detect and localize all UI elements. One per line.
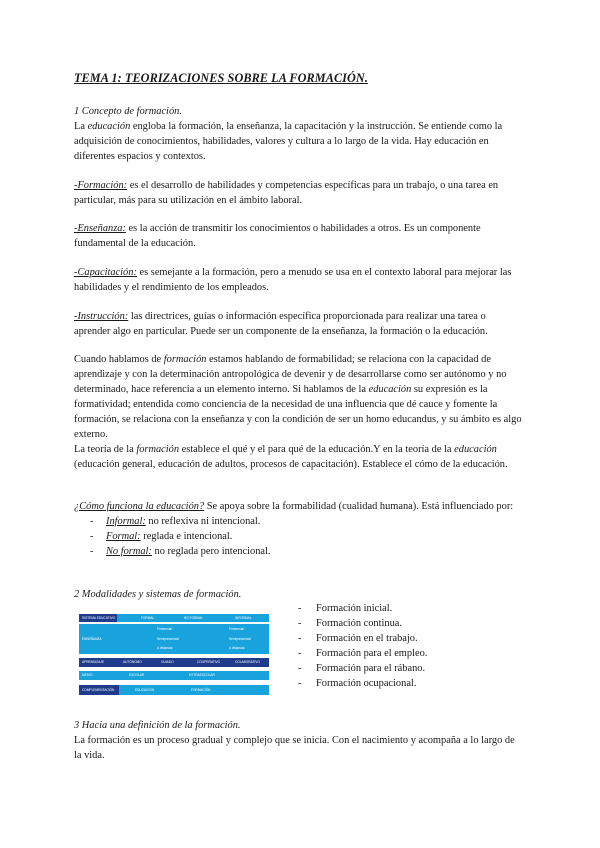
definition-term: -Capacitación: [74,267,137,278]
list-item: - Informal: no reflexiva ni intencional. [74,514,524,529]
definition-term: -Formación: [74,180,128,191]
section-1-heading: 1 Concepto de formación. [74,106,182,117]
teoria-paragraph: La teoría de la formación establece el qué y el para qué de la educación.Y en la teoría de la educación (educación general, educación de adultos, procesos de capacitación). Establece el cómo de la educación. [74,444,508,470]
list-item: - Formación inicial. [298,601,518,616]
definition-formacion: -Formación: es el desarrollo de habilidades y competencias específicas para un trabajo, o una tarea en particular, más para su utilización en el ámbito laboral. [74,180,499,206]
section-3-text: La formación es un proceso gradual y complejo que se inicia. Con el nacimiento y acompaña a lo largo de la vida. [74,735,515,761]
question-block: ¿Cómo funciona la educación? Se apoya sobre la formabilidad (cualidad humana). Está influenciado por: - Informal: no reflexiva ni intencional. - Formal: reglada e intencional. - No formal: no reglada pero intencional. [74,499,524,559]
table-row: Presencial Presencial ENSEÑANZA Semipresencial Semipresencial A distancia A distancia [79,624,269,654]
table-row: MEDIO ESCOLAR EXTRAESCOLAR [79,671,269,680]
section-2-heading: 2 Modalidades y sistemas de formación. [74,589,242,600]
section-3-heading: 3 Hacia una definición de la formación. [74,720,241,731]
list-item: - Formación en el trabajo. [298,631,518,646]
table-row: APRENDIZAJE AUTÓNOMO GUIADO COOPERATIVO COLABORATIVO [79,658,269,667]
definition-term: -Enseñanza: [74,223,126,234]
table-row: SISTEMA EDUCATIVO FORMAL NO FORMAL INFORMAL [79,614,269,622]
list-item: - No formal: no reglada pero intencional. [74,544,524,559]
section-1 [74,104,524,164]
list-item: - Formación continua. [298,616,518,631]
formabilidad-paragraph: Cuando hablamos de formación estamos hablando de formabilidad; se relaciona con la capacidad de aprendizaje y con la determinación antropológica de devenir y de desarrollarse como ser autónomo y no determinado, hace referencia a un elemento interno. Si hablamos de la educación su expresión es la formatividad; entendida como conciencia de la necesidad de una influencia que dé cauce y fomente la formación, se relaciona con la enseñanza y con la condición de ser un homo educandus, y su ámbito es algo externo. La teoría de la formación establece el qué y el para qué de la educación.Y en la teoría de la educación (educación general, educación de adultos, procesos de capacitación). Establece el cómo de la educación. [74,352,524,472]
list-item: - Formación ocupacional. [298,676,518,691]
question-text: ¿Cómo funciona la educación? [74,501,205,512]
influence-list [74,514,524,559]
table-row: COMPLEMENTACIÓN EDUCACIÓN FORMACIÓN [79,685,269,695]
intro-paragraph: La educación engloba la formación, la enseñanza, la capacitación y la instrucción. Se entiende como la adquisición de conocimientos, habilidades, valores y cultura a lo largo de la vida. Hay educación en diferentes espacios y contextos. [74,121,503,162]
modalidades-list [298,601,518,691]
definition-instruccion: -Instrucción: las directrices, guías o información específica proporcionada para realizar una tarea o aprender algo en particular. Puede ser un componente de la enseñanza, la formación o la educación. [74,311,488,337]
section-2-heading-wrap [74,587,524,602]
list-item: - Formación para el rábano. [298,661,518,676]
list-item: - Formal: reglada e intencional. [74,529,524,544]
definition-ensenanza: -Enseñanza: es la acción de transmitir los conocimientos o habilidades a otros. Es un componente fundamental de la educación. [74,223,481,249]
definition-capacitacion: -Capacitación: es semejante a la formación, pero a menudo se usa en el contexto laboral para mejorar las habilidades y el rendimiento de los empleados. [74,267,512,293]
modalidades-table-image [79,614,269,700]
definition-term: -Instrucción: [74,311,129,322]
section-3 [74,718,524,763]
list-item: - Formación para el empleo. [298,646,518,661]
document-title: TEMA 1: TEORIZACIONES SOBRE LA FORMACIÓN. [74,71,368,85]
